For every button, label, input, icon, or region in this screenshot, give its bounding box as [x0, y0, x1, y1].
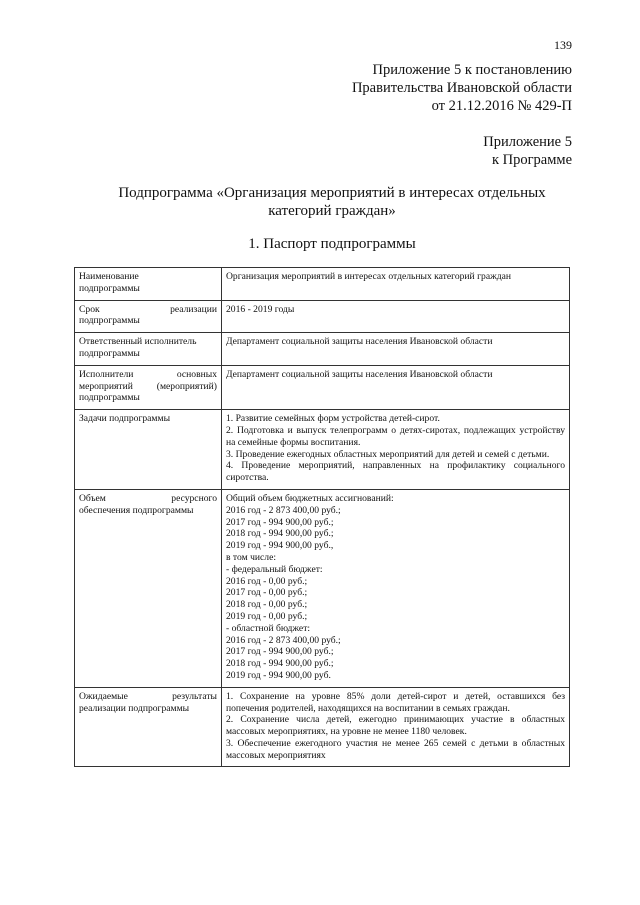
appendix-line: Правительства Ивановской области: [351, 80, 572, 96]
appendix-line: от 21.12.2016 № 429-П: [431, 98, 572, 114]
appendix-line: к Программе: [491, 152, 572, 168]
appendix-line: Приложение 5 к постановлению: [372, 62, 572, 78]
value-line: 2019 год - 994 900,00 руб.: [226, 669, 331, 681]
row-value-cell: [222, 410, 570, 490]
row-label-cell: [75, 268, 222, 301]
table-row: [75, 365, 570, 409]
value-line: Департамент социальной защиты населения Ивановской области: [226, 368, 493, 380]
row-label-cell: [75, 300, 222, 333]
label-line: Наименование: [79, 271, 139, 282]
label-line: Ожидаемые результаты: [79, 690, 217, 702]
value-line: 2017 год - 994 900,00 руб.;: [226, 516, 334, 528]
row-value-cell: [222, 489, 570, 687]
value-line: 1. Сохранение на уровне 85% доли детей-сирот и детей, оставшихся без попечения родителей, находящихся на воспитании в семьях граждан.: [226, 690, 565, 714]
value-line: 4. Проведение мероприятий, направленных на профилактику социального сиротства.: [226, 460, 565, 484]
value-line: в том числе:: [226, 551, 277, 563]
value-line: 3. Обеспечение ежегодного участия не менее 265 семей с детьми в областных массовых мероприятиях: [226, 737, 565, 761]
label-line: реализации подпрограммы: [79, 702, 190, 714]
row-label-cell: [75, 365, 222, 409]
value-line: 2018 год - 994 900,00 руб.;: [226, 658, 334, 670]
label-line: подпрограммы: [79, 315, 140, 327]
value-line: 2016 год - 2 873 400,00 руб.;: [226, 504, 341, 516]
row-value-cell: [222, 333, 570, 366]
label-line: подпрограммы: [79, 347, 140, 359]
label-line: Задачи подпрограммы: [79, 413, 171, 425]
label-line: Исполнители основных: [79, 368, 217, 380]
value-line: 2. Сохранение числа детей, ежегодно принимающих участие в областных массовых мероприятиях, на уровне не менее 1180 человек.: [226, 714, 565, 738]
title-line: категорий граждан»: [268, 203, 396, 219]
value-line: 2. Подготовка и выпуск телепрограмм о детях-сиротах, подлежащих устройству на семейные формы воспитания.: [226, 424, 565, 448]
value-line: 3. Проведение ежегодных областных мероприятий для детей и семей с детьми.: [226, 448, 550, 460]
label-line: Ответственный исполнитель: [79, 336, 197, 348]
title-line: Подпрограмма «Организация мероприятий в интересах отдельных: [118, 185, 546, 201]
value-line: Организация мероприятий в интересах отдельных категорий граждан: [226, 271, 511, 282]
label-line: Объем ресурсного: [79, 492, 217, 504]
label-line: мероприятий (мероприятий): [79, 380, 217, 392]
table-row: [75, 268, 570, 301]
value-line: 2017 год - 994 900,00 руб.;: [226, 646, 334, 658]
row-value-cell: [222, 365, 570, 409]
subprogram-title: [90, 184, 574, 220]
label-line: обеспечения подпрограммы: [79, 504, 194, 516]
label-line: Срок реализации: [79, 303, 217, 315]
table-row: [75, 489, 570, 687]
appendix-line: Приложение 5: [483, 134, 572, 150]
table-row: [75, 300, 570, 333]
section-title: 1. Паспорт подпрограммы: [248, 236, 416, 252]
value-line: 2019 год - 994 900,00 руб.,: [226, 540, 334, 552]
value-line: 2016 год - 0,00 руб.;: [226, 575, 308, 587]
row-value-cell: [222, 268, 570, 301]
value-line: 2018 год - 0,00 руб.;: [226, 599, 308, 611]
value-line: 2017 год - 0,00 руб.;: [226, 587, 308, 599]
appendix-resolution-header: [352, 61, 572, 115]
table-row: [75, 410, 570, 490]
value-line: 2016 - 2019 годы: [226, 303, 295, 315]
value-line: - федеральный бюджет:: [226, 563, 323, 575]
label-line: подпрограммы: [79, 392, 140, 404]
appendix-program-header: [483, 133, 572, 169]
label-line: подпрограммы: [79, 282, 140, 294]
row-value-cell: [222, 687, 570, 767]
row-label-cell: [75, 687, 222, 767]
value-line: 1. Развитие семейных форм устройства детей-сирот.: [226, 413, 440, 425]
value-line: - областной бюджет:: [226, 622, 311, 634]
value-line: 2018 год - 994 900,00 руб.;: [226, 528, 334, 540]
row-label-cell: [75, 333, 222, 366]
table-row: [75, 333, 570, 366]
row-label-cell: [75, 410, 222, 490]
value-line: Общий объем бюджетных ассигнований:: [226, 492, 394, 504]
page-number: 139: [554, 38, 572, 52]
table-row: [75, 687, 570, 767]
row-value-cell: [222, 300, 570, 333]
value-line: 2019 год - 0,00 руб.;: [226, 610, 308, 622]
value-line: 2016 год - 2 873 400,00 руб.;: [226, 634, 341, 646]
value-line: Департамент социальной защиты населения Ивановской области: [226, 336, 493, 348]
row-label-cell: [75, 489, 222, 687]
passport-table: [74, 267, 570, 767]
